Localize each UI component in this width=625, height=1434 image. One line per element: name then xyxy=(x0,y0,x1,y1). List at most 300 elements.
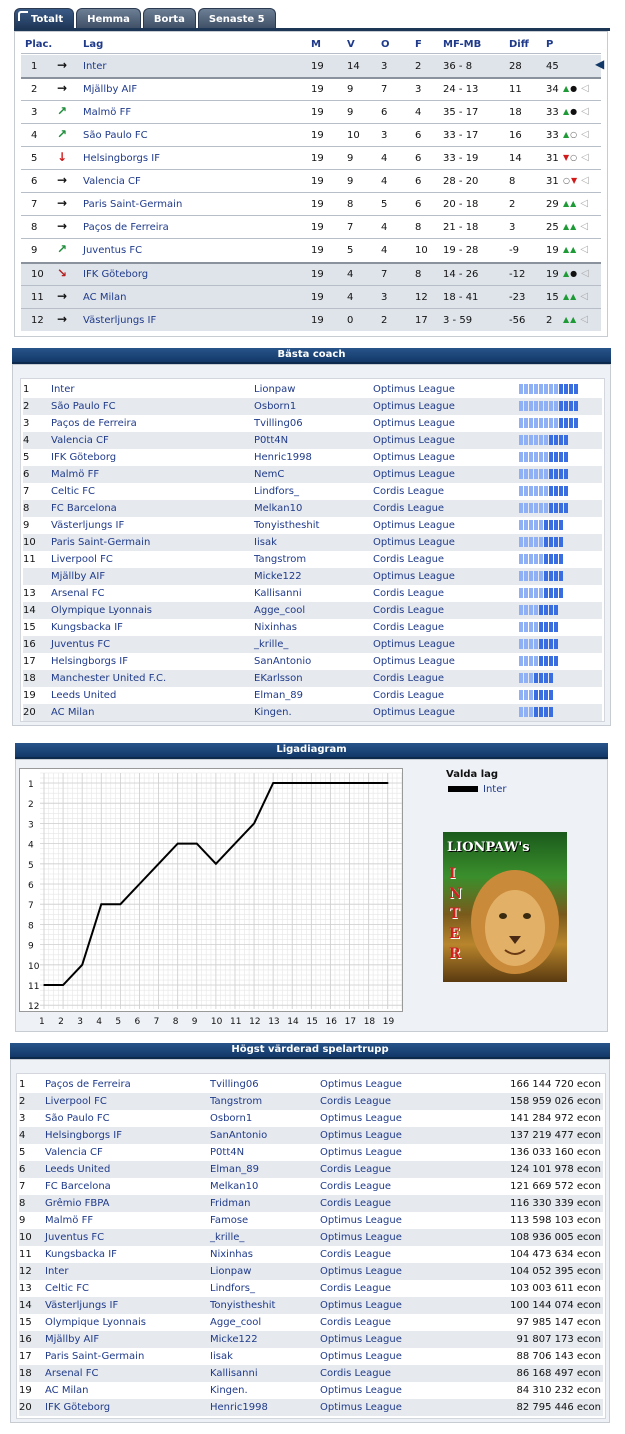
team-link[interactable]: Valencia CF xyxy=(51,435,109,446)
league-link[interactable]: Optimus League xyxy=(373,469,455,480)
trend-up-icon: ↗ xyxy=(57,104,68,118)
league-row[interactable] xyxy=(21,309,601,331)
league-row[interactable] xyxy=(21,286,601,308)
rating-bar-segment xyxy=(524,605,528,615)
league-link[interactable]: Optimus League xyxy=(373,520,455,531)
squad-value: 97 985 147 econ xyxy=(516,1317,601,1328)
rating-bar-segment xyxy=(559,418,563,428)
league-row[interactable] xyxy=(21,263,601,285)
coach-link[interactable]: Nixinhas xyxy=(254,622,297,633)
tab-senaste-5[interactable]: Senaste 5 xyxy=(198,8,276,29)
team-link[interactable]: Paris Saint-Germain xyxy=(83,198,183,210)
squad-value: 121 669 572 econ xyxy=(510,1181,601,1192)
team-link[interactable]: Mjällby AIF xyxy=(83,83,138,95)
team-link[interactable]: Paços de Ferreira xyxy=(83,221,169,233)
squad-row[interactable] xyxy=(19,1212,603,1229)
team-link[interactable]: AC Milan xyxy=(83,291,127,303)
expand-triangle-icon[interactable]: ◁ xyxy=(580,198,589,209)
team-link[interactable]: IFK Göteborg xyxy=(83,268,149,280)
coach-row[interactable] xyxy=(23,398,602,415)
coach-link[interactable]: Melkan10 xyxy=(254,503,303,514)
league-row[interactable] xyxy=(21,216,601,238)
coach-link[interactable]: Iisak xyxy=(254,537,277,548)
league-link[interactable]: Optimus League xyxy=(320,1402,402,1413)
league-row[interactable] xyxy=(21,147,601,169)
league-link[interactable]: Optimus League xyxy=(373,418,455,429)
league-link[interactable]: Optimus League xyxy=(320,1334,402,1345)
rating-bar-segment xyxy=(524,469,528,479)
team-link[interactable]: Valencia CF xyxy=(45,1147,103,1158)
rating-bar-segment xyxy=(519,588,523,598)
coach-link[interactable]: Kingen. xyxy=(210,1385,248,1396)
league-link[interactable]: Optimus League xyxy=(320,1266,402,1277)
team-link[interactable]: Inter xyxy=(45,1266,69,1277)
header-f[interactable]: F xyxy=(415,38,422,50)
coach-link[interactable]: Henric1998 xyxy=(254,452,312,463)
squad-row[interactable] xyxy=(19,1263,603,1280)
league-row[interactable] xyxy=(21,101,601,123)
squad-row[interactable] xyxy=(19,1144,603,1161)
coach-link[interactable]: SanAntonio xyxy=(210,1130,268,1141)
squad-value: 166 144 720 econ xyxy=(510,1079,601,1090)
rating-bar-segment xyxy=(574,418,578,428)
league-link[interactable]: Cordis League xyxy=(373,554,445,565)
squad-value: 104 473 634 econ xyxy=(510,1249,601,1260)
league-link[interactable]: Optimus League xyxy=(320,1232,402,1243)
coach-link[interactable]: Famose xyxy=(210,1215,249,1226)
league-row[interactable] xyxy=(21,170,601,192)
series-point xyxy=(101,903,103,905)
league-link[interactable]: Optimus League xyxy=(320,1351,402,1362)
rating-bar-segment xyxy=(524,622,528,632)
series-point xyxy=(81,964,83,966)
squad-row[interactable] xyxy=(19,1110,603,1127)
team-link[interactable]: Västerljungs IF xyxy=(45,1300,119,1311)
coach-row[interactable] xyxy=(23,432,602,449)
team-link[interactable]: Arsenal FC xyxy=(45,1368,99,1379)
expand-triangle-icon[interactable]: ◁ xyxy=(580,221,589,232)
league-link[interactable]: Cordis League xyxy=(373,588,445,599)
squad-row[interactable] xyxy=(19,1229,603,1246)
rating-bar-segment xyxy=(539,486,543,496)
league-link[interactable]: Cordis League xyxy=(320,1317,392,1328)
coach-row[interactable] xyxy=(23,670,602,687)
team-link[interactable]: Valencia CF xyxy=(83,175,141,187)
form-mark-icon: ▲ xyxy=(563,222,570,231)
coach-link[interactable]: Melkan10 xyxy=(210,1181,259,1192)
rating-bar-segment xyxy=(529,469,533,479)
league-link[interactable]: Cordis League xyxy=(320,1198,392,1209)
rating-bar-segment xyxy=(554,571,558,581)
coach-link[interactable]: Tangstrom xyxy=(210,1096,263,1107)
rating-bar-segment xyxy=(549,656,553,666)
coach-link[interactable]: Tonyistheshit xyxy=(254,520,320,531)
coach-link[interactable]: P0tt4N xyxy=(254,435,289,446)
coach-link[interactable]: Lionpaw xyxy=(254,384,296,395)
coach-row[interactable] xyxy=(23,636,602,653)
team-link[interactable]: Inter xyxy=(51,384,75,395)
rank: 18 xyxy=(23,673,36,684)
tab-totalt[interactable]: Totalt xyxy=(14,8,74,29)
x-tick-label: 9 xyxy=(191,1017,198,1027)
header-p[interactable]: P xyxy=(546,38,554,50)
rating-bar-segment xyxy=(519,452,523,462)
rating-bar-segment xyxy=(564,486,568,496)
rating-bar-segment xyxy=(574,401,578,411)
coach-link[interactable]: _krille_ xyxy=(210,1232,245,1243)
form-mark-icon: ▲ xyxy=(570,292,577,301)
rating-bar-segment xyxy=(524,690,528,700)
team-link[interactable]: Helsingborgs IF xyxy=(83,152,160,164)
rating-bar-segment xyxy=(519,384,523,394)
team-link[interactable]: Juventus FC xyxy=(45,1232,105,1243)
expand-triangle-icon[interactable]: ◁ xyxy=(581,106,589,117)
team-link[interactable]: Liverpool FC xyxy=(51,554,113,565)
header-v[interactable]: V xyxy=(347,38,355,50)
coach-link[interactable]: Tvilling06 xyxy=(210,1079,259,1090)
team-link[interactable]: Kungsbacka IF xyxy=(51,622,123,633)
coach-row[interactable] xyxy=(23,449,602,466)
team-link[interactable]: AC Milan xyxy=(45,1385,89,1396)
squad-row[interactable] xyxy=(19,1076,603,1093)
goal-diff: -9 xyxy=(509,244,519,256)
goal-diff: -23 xyxy=(509,291,526,303)
team-link[interactable]: Celtic FC xyxy=(51,486,96,497)
expand-triangle-icon[interactable]: ◁ xyxy=(580,291,589,302)
series-point xyxy=(196,843,198,845)
header-place[interactable]: Plac. xyxy=(25,38,53,50)
rank: 6 xyxy=(23,469,30,480)
coach-link[interactable]: Henric1998 xyxy=(210,1402,268,1413)
coach-link[interactable]: Micke122 xyxy=(210,1334,258,1345)
squad-value: 100 144 074 econ xyxy=(510,1300,601,1311)
coach-link[interactable]: NemC xyxy=(254,469,285,480)
coach-row[interactable] xyxy=(23,381,602,398)
squad-row[interactable] xyxy=(19,1127,603,1144)
coach-link[interactable]: Iisak xyxy=(210,1351,233,1362)
points: 19 xyxy=(546,244,559,256)
league-link[interactable]: Optimus League xyxy=(373,452,455,463)
team-link[interactable]: Inter xyxy=(83,60,107,72)
team-link[interactable]: Malmö FF xyxy=(83,106,132,118)
coach-link[interactable]: Tvilling06 xyxy=(254,418,303,429)
rating-bar-segment xyxy=(549,639,553,649)
expand-triangle-icon[interactable]: ◁ xyxy=(580,314,589,325)
stat-f: 6 xyxy=(415,175,422,187)
rating-bar-segment xyxy=(534,707,538,717)
league-link[interactable]: Cordis League xyxy=(373,605,445,616)
points: 34 xyxy=(546,83,559,95)
league-link[interactable]: Cordis League xyxy=(320,1096,392,1107)
league-link[interactable]: Optimus League xyxy=(373,435,455,446)
rating-bar-segment xyxy=(549,571,553,581)
series-point xyxy=(311,782,313,784)
rating-bar-segment xyxy=(559,384,563,394)
coach-link[interactable]: Tangstrom xyxy=(254,554,307,565)
coach-row[interactable] xyxy=(23,517,602,534)
league-row[interactable] xyxy=(21,193,601,215)
rating-bar-segment xyxy=(549,588,553,598)
series-point xyxy=(349,782,351,784)
rating-bar-segment xyxy=(524,418,528,428)
coach-row[interactable] xyxy=(23,602,602,619)
rating-bar-segment xyxy=(539,520,543,530)
rating-bar-segment xyxy=(559,537,563,547)
trend-right-icon: → xyxy=(57,312,68,326)
squad-row[interactable] xyxy=(19,1314,603,1331)
squad-row[interactable] xyxy=(19,1382,603,1399)
league-link[interactable]: Optimus League xyxy=(373,401,455,412)
rank: 4 xyxy=(23,435,30,446)
league-link[interactable]: Optimus League xyxy=(373,571,455,582)
coach-row[interactable] xyxy=(23,687,602,704)
team-link[interactable]: Paços de Ferreira xyxy=(51,418,137,429)
tab-borta[interactable]: Borta xyxy=(143,8,196,29)
y-tick-label: 5 xyxy=(28,860,34,871)
team-link[interactable]: Helsingborgs IF xyxy=(45,1130,122,1141)
team-link[interactable]: Paços de Ferreira xyxy=(45,1079,131,1090)
league-link[interactable]: Optimus League xyxy=(373,707,455,718)
league-link[interactable]: Optimus League xyxy=(320,1079,402,1090)
coach-link[interactable]: Elman_89 xyxy=(254,690,304,701)
coach-link[interactable]: SanAntonio xyxy=(254,656,312,667)
coach-row[interactable] xyxy=(23,704,602,721)
x-tick-label: 11 xyxy=(230,1017,242,1027)
squad-row[interactable] xyxy=(19,1331,603,1348)
header-m[interactable]: M xyxy=(311,38,321,50)
stat-f: 17 xyxy=(415,314,428,326)
coach-panel xyxy=(12,364,611,726)
league-link[interactable]: Cordis League xyxy=(320,1283,392,1294)
team-link[interactable]: Manchester United F.C. xyxy=(51,673,167,684)
team-link[interactable]: Arsenal FC xyxy=(51,588,105,599)
rating-bar xyxy=(519,639,558,649)
x-tick-label: 13 xyxy=(268,1017,280,1027)
rating-bar-segment xyxy=(519,690,523,700)
league-link[interactable]: Optimus League xyxy=(373,384,455,395)
rating-bar-segment xyxy=(564,452,568,462)
rank: 7 xyxy=(19,1181,26,1192)
team-link[interactable]: Leeds United xyxy=(45,1164,111,1175)
rating-bar-segment xyxy=(554,401,558,411)
team-link[interactable]: IFK Göteborg xyxy=(51,452,117,463)
rank: 11 xyxy=(19,1249,32,1260)
squad-row[interactable] xyxy=(19,1280,603,1297)
coach-link[interactable]: Osborn1 xyxy=(210,1113,253,1124)
league-link[interactable]: Cordis League xyxy=(320,1181,392,1192)
team-link[interactable]: Malmö FF xyxy=(51,469,100,480)
league-row[interactable] xyxy=(21,239,601,261)
coach-link[interactable]: Lionpaw xyxy=(210,1266,252,1277)
coach-link[interactable]: Agge_cool xyxy=(210,1317,262,1328)
rating-bar-segment xyxy=(534,656,538,666)
team-link[interactable]: Kungsbacka IF xyxy=(45,1249,117,1260)
rating-bar-segment xyxy=(529,384,533,394)
x-tick-label: 1 xyxy=(39,1017,45,1027)
expand-triangle-icon[interactable]: ◁ xyxy=(581,83,589,94)
rating-bar-segment xyxy=(524,673,528,683)
league-link[interactable]: Cordis League xyxy=(320,1249,392,1260)
team-link[interactable]: Leeds United xyxy=(51,690,117,701)
league-link[interactable]: Cordis League xyxy=(373,503,445,514)
league-link[interactable]: Optimus League xyxy=(373,656,455,667)
rating-bar xyxy=(519,418,578,428)
team-link[interactable]: São Paulo FC xyxy=(83,129,148,141)
team-link[interactable]: Malmö FF xyxy=(45,1215,94,1226)
coach-link[interactable]: Micke122 xyxy=(254,571,302,582)
coach-link[interactable]: Lindfors_ xyxy=(210,1283,255,1294)
coach-link[interactable]: Fridman xyxy=(210,1198,251,1209)
x-tick-label: 16 xyxy=(325,1017,337,1027)
expand-triangle-icon[interactable]: ◁ xyxy=(581,175,589,186)
expand-triangle-icon[interactable]: ◁ xyxy=(581,152,589,163)
coach-link[interactable]: Kallisanni xyxy=(254,588,302,599)
expand-triangle-icon[interactable]: ◁ xyxy=(581,129,589,140)
legend-line-swatch xyxy=(448,786,478,792)
team-link[interactable]: São Paulo FC xyxy=(51,401,116,412)
trend-downright-icon: ↘ xyxy=(57,266,68,280)
league-link[interactable]: Optimus League xyxy=(320,1300,402,1311)
rank: 9 xyxy=(19,1215,26,1226)
league-link[interactable]: Optimus League xyxy=(320,1147,402,1158)
league-row[interactable] xyxy=(21,55,605,77)
team-link[interactable]: Olympique Lyonnais xyxy=(45,1317,146,1328)
coach-link[interactable]: Nixinhas xyxy=(210,1249,253,1260)
team-link[interactable]: Helsingborgs IF xyxy=(51,656,128,667)
team-link[interactable]: Grêmio FBPA xyxy=(45,1198,110,1209)
league-row[interactable] xyxy=(21,124,601,146)
league-table xyxy=(14,31,608,337)
coach-row[interactable] xyxy=(23,466,602,483)
x-tick-label: 4 xyxy=(96,1017,103,1027)
league-link[interactable]: Cordis League xyxy=(320,1164,392,1175)
league-link[interactable]: Cordis League xyxy=(373,690,445,701)
team-link[interactable]: FC Barcelona xyxy=(51,503,117,514)
coach-row[interactable] xyxy=(23,619,602,636)
coach-row[interactable] xyxy=(23,483,602,500)
squad-row[interactable] xyxy=(19,1161,603,1178)
league-link[interactable]: Optimus League xyxy=(373,639,455,650)
league-link[interactable]: Optimus League xyxy=(320,1385,402,1396)
expand-triangle-icon[interactable]: ◁ xyxy=(581,268,589,279)
coach-link[interactable]: Osborn1 xyxy=(254,401,297,412)
team-link[interactable]: Västerljungs IF xyxy=(51,520,125,531)
header-o[interactable]: O xyxy=(381,38,390,50)
team-link[interactable]: Celtic FC xyxy=(45,1283,90,1294)
coach-row[interactable] xyxy=(23,653,602,670)
stat-v: 7 xyxy=(347,221,354,233)
team-link[interactable]: Mjällby AIF xyxy=(51,571,106,582)
rating-bar xyxy=(519,469,568,479)
rating-bar-segment xyxy=(554,469,558,479)
row-divider xyxy=(21,285,601,286)
league-link[interactable]: Cordis League xyxy=(373,486,445,497)
team-link[interactable]: Paris Saint-Germain xyxy=(51,537,151,548)
rating-bar-segment xyxy=(519,537,523,547)
rating-bar-segment xyxy=(539,690,543,700)
squad-row[interactable] xyxy=(19,1365,603,1382)
squad-row[interactable] xyxy=(19,1348,603,1365)
coach-row[interactable] xyxy=(23,551,602,568)
rating-bar xyxy=(519,537,563,547)
team-link[interactable]: Olympique Lyonnais xyxy=(51,605,152,616)
tab-hemma[interactable]: Hemma xyxy=(76,8,141,29)
form-mark-icon: ▲ xyxy=(570,315,577,324)
rating-bar-segment xyxy=(544,605,548,615)
team-link[interactable]: Västerljungs IF xyxy=(83,314,157,326)
squad-row[interactable] xyxy=(19,1297,603,1314)
coach-link[interactable]: Kallisanni xyxy=(210,1368,258,1379)
goal-diff: 28 xyxy=(509,60,522,72)
squad-row[interactable] xyxy=(19,1195,603,1212)
coach-link[interactable]: Lindfors_ xyxy=(254,486,299,497)
rating-bar-segment xyxy=(534,554,538,564)
squad-row[interactable] xyxy=(19,1093,603,1110)
header-mfmb[interactable]: MF-MB xyxy=(443,38,482,50)
rating-bar-segment xyxy=(519,401,523,411)
team-link[interactable]: IFK Göteborg xyxy=(45,1402,111,1413)
coach-link[interactable]: Elman_89 xyxy=(210,1164,260,1175)
league-link[interactable]: Optimus League xyxy=(320,1130,402,1141)
league-row[interactable] xyxy=(21,78,601,100)
squad-row[interactable] xyxy=(19,1178,603,1195)
header-diff[interactable]: Diff xyxy=(509,38,529,50)
team-link[interactable]: AC Milan xyxy=(51,707,95,718)
league-link[interactable]: Cordis League xyxy=(373,622,445,633)
league-link[interactable]: Optimus League xyxy=(320,1113,402,1124)
league-link[interactable]: Optimus League xyxy=(373,537,455,548)
x-tick-label: 19 xyxy=(382,1017,395,1027)
coach-row[interactable] xyxy=(23,534,602,551)
team-link[interactable]: São Paulo FC xyxy=(45,1113,110,1124)
team-link[interactable]: Juventus FC xyxy=(51,639,111,650)
coach-link[interactable]: _krille_ xyxy=(254,639,289,650)
team-link[interactable]: Liverpool FC xyxy=(45,1096,107,1107)
rating-bar-segment xyxy=(544,537,548,547)
goal-diff: 8 xyxy=(509,175,516,187)
header-team[interactable]: Lag xyxy=(83,38,104,50)
team-link[interactable]: Juventus FC xyxy=(83,244,143,256)
coach-link[interactable]: Tonyistheshit xyxy=(210,1300,276,1311)
squad-row[interactable] xyxy=(19,1246,603,1263)
stat-f: 4 xyxy=(415,106,422,118)
coach-link[interactable]: EKarlsson xyxy=(254,673,303,684)
league-link[interactable]: Cordis League xyxy=(320,1368,392,1379)
team-link[interactable]: FC Barcelona xyxy=(45,1181,111,1192)
coach-row[interactable] xyxy=(23,585,602,602)
stat-f: 10 xyxy=(415,244,428,256)
points: 31 xyxy=(546,152,559,164)
coach-row[interactable] xyxy=(23,568,602,585)
league-link[interactable]: Optimus League xyxy=(320,1215,402,1226)
coach-link[interactable]: Kingen. xyxy=(254,707,292,718)
squad-value: 82 795 446 econ xyxy=(516,1402,601,1413)
coach-row[interactable] xyxy=(23,415,602,432)
squad-row[interactable] xyxy=(19,1399,603,1416)
coach-link[interactable]: Agge_cool xyxy=(254,605,306,616)
expand-triangle-icon[interactable]: ◁ xyxy=(580,244,589,255)
team-link[interactable]: Mjällby AIF xyxy=(45,1334,100,1345)
team-link[interactable]: Paris Saint-Germain xyxy=(45,1351,145,1362)
rating-bar-segment xyxy=(524,520,528,530)
form-mark-icon: ○ xyxy=(563,176,570,185)
coach-link[interactable]: P0tt4N xyxy=(210,1147,245,1158)
form-mark-icon: ▲ xyxy=(563,199,570,208)
league-link[interactable]: Cordis League xyxy=(373,673,445,684)
coach-row[interactable] xyxy=(23,500,602,517)
row-divider xyxy=(21,192,601,193)
row-divider xyxy=(21,123,601,124)
